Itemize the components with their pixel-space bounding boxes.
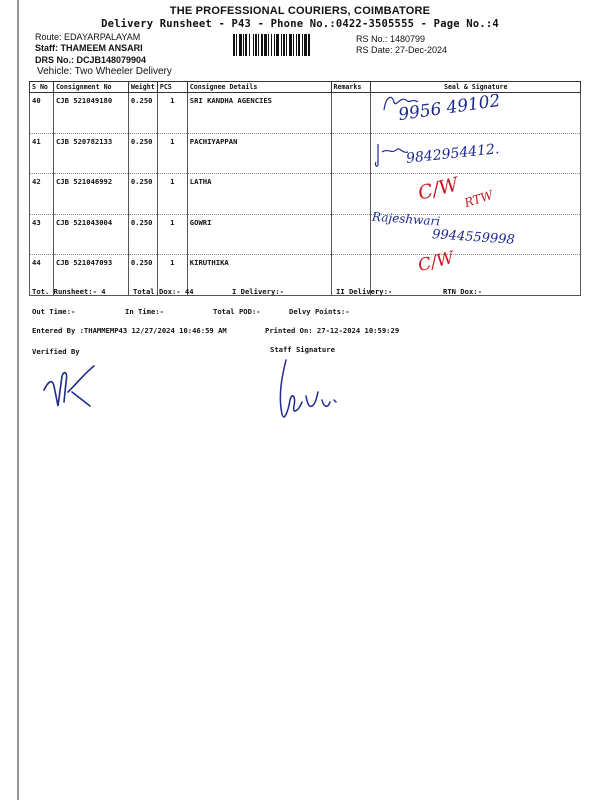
cell-consignee: GOWRI xyxy=(187,214,331,255)
drs-label: DRS No.: DCJB148079904 xyxy=(35,55,147,65)
cell-remarks xyxy=(331,133,371,174)
rs-date: RS Date: 27-Dec-2024 xyxy=(356,45,448,55)
cell-pcs: 1 xyxy=(157,214,187,255)
cell-sno: 44 xyxy=(30,255,54,296)
cell-consignment: CJB 521047093 xyxy=(53,255,128,296)
printed-on: Printed On: 27-12-2024 10:59:29 xyxy=(265,326,400,335)
verified-by-label: Verified By xyxy=(32,347,80,356)
staff-signature xyxy=(272,356,346,424)
rs-number: RS No.: 1480799 xyxy=(356,34,426,44)
handwritten-phone-40: 9956 49102 xyxy=(397,90,502,126)
cell-weight: 0.250 xyxy=(128,214,157,255)
cell-sno: 41 xyxy=(30,133,54,174)
cell-consignee: SRI KANDHA AGENCIES xyxy=(187,93,331,134)
stamp-rtw: RTW xyxy=(462,187,495,211)
table-row xyxy=(30,174,581,215)
col-weight: Weight xyxy=(128,82,157,93)
entered-by: Entered By :THAMMEMP43 12/27/2024 10:46:59 AM xyxy=(32,326,227,335)
col-consignee: Consignee Details xyxy=(187,82,331,93)
cell-pcs: 1 xyxy=(157,174,187,215)
cell-consignment: CJB 520782133 xyxy=(53,133,128,174)
cell-remarks xyxy=(331,93,371,134)
table-row xyxy=(30,255,581,296)
cell-pcs: 1 xyxy=(157,255,187,296)
cell-consignment: CJB 521049180 xyxy=(53,93,128,134)
cell-sno: 42 xyxy=(30,174,54,215)
cell-consignee: KIRUTHIKA xyxy=(187,255,331,296)
total-dox: Total Dox:- 44 xyxy=(133,287,194,296)
col-pcs: PCS xyxy=(157,82,187,93)
cell-sno: 43 xyxy=(30,214,54,255)
cell-consignment: CJB 521043004 xyxy=(53,214,128,255)
handwritten-phone-43: 9944559998 xyxy=(431,227,516,248)
col-seal-signature: Seal & Signature xyxy=(371,82,581,93)
second-delivery: II Delivery:- xyxy=(336,287,393,296)
first-delivery: I Delivery:- xyxy=(232,287,284,296)
page-edge xyxy=(17,0,19,800)
cell-remarks xyxy=(331,174,371,215)
rtn-dox: RTN Dox:- xyxy=(443,287,482,296)
cell-weight: 0.250 xyxy=(128,174,157,215)
vehicle-label: Vehicle: Two Wheeler Delivery xyxy=(37,66,172,77)
delvy-points: Delvy Points:- xyxy=(289,307,350,316)
runsheet-subtitle: Delivery Runsheet - P43 - Phone No.:0422-3505555 - Page No.:4 xyxy=(101,18,499,30)
cell-sno: 40 xyxy=(30,93,54,134)
stamp-cw-2: C/W xyxy=(416,247,457,277)
cell-consignee: PACHIYAPPAN xyxy=(187,133,331,174)
cell-consignee: LATHA xyxy=(187,174,331,215)
staff-signature-label: Staff Signature xyxy=(270,345,335,354)
total-pod: Total POD:- xyxy=(213,307,261,316)
company-title: THE PROFESSIONAL COURIERS, COIMBATORE xyxy=(169,5,431,17)
handwritten-phone-41: 9842954412. xyxy=(405,141,501,167)
col-remarks: Remarks xyxy=(331,82,371,93)
cell-remarks xyxy=(331,214,371,255)
barcode-image xyxy=(233,34,346,56)
col-consignment: Consignment No xyxy=(53,82,128,93)
out-time: Out Time:- xyxy=(32,307,76,316)
runsheet-table xyxy=(29,81,581,296)
cell-weight: 0.250 xyxy=(128,255,157,296)
staff-label: Staff: THAMEEM ANSARI xyxy=(35,43,143,53)
in-time: In Time:- xyxy=(125,307,164,316)
stamp-cw-1: C/W xyxy=(415,173,461,205)
cell-pcs: 1 xyxy=(157,93,187,134)
verified-by-signature xyxy=(38,362,100,410)
route-label: Route: EDAYARPALAYAM xyxy=(35,32,141,42)
col-sno: S No xyxy=(30,82,54,93)
cell-weight: 0.250 xyxy=(128,133,157,174)
cell-consignment: CJB 521046992 xyxy=(53,174,128,215)
cell-pcs: 1 xyxy=(157,133,187,174)
handwritten-name-43: Rajeshwari xyxy=(371,209,441,229)
total-runsheet: Tot. Runsheet:- 4 xyxy=(32,287,106,296)
cell-weight: 0.250 xyxy=(128,93,157,134)
